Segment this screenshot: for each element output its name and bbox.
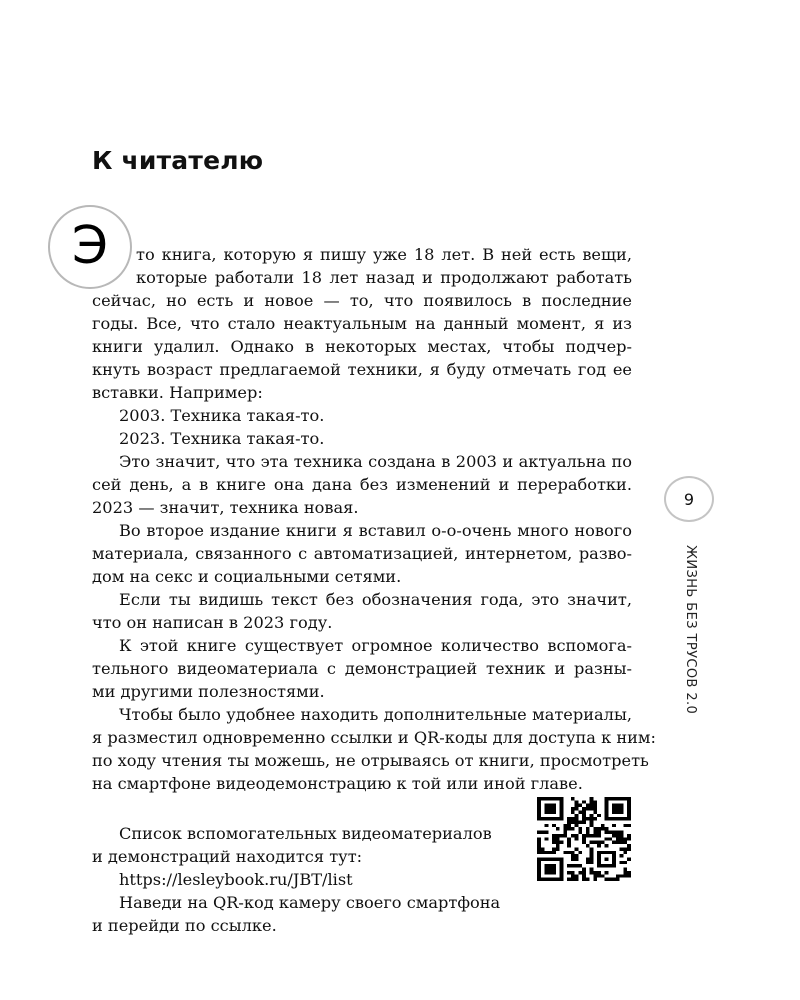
text-line: ми другими полезностями. — [92, 682, 325, 701]
video-list-link[interactable]: https://lesleybook.ru/JBT/list — [119, 870, 353, 889]
text-line: 2023 — значит, техника новая. — [92, 498, 359, 517]
text-line: по ходу чтения ты можешь, не отрываясь от книги, просмотреть — [92, 751, 649, 770]
text-line: на смартфоне видеодемонстрацию к той или иной главе. — [92, 774, 583, 793]
text-line: 2003. Техника такая-то. — [119, 406, 325, 425]
note-line: и демонстраций находится тут: — [92, 847, 363, 866]
note-line: Список вспомогательных видеоматериалов — [119, 824, 492, 843]
text-line: Чтобы было удобнее находить дополнительные материалы, — [119, 705, 632, 724]
text-line: я разместил одновременно ссылки и QR-коды для доступа к ним: — [92, 728, 656, 747]
text-line: книги удалил. Однако в некоторых местах, чтобы подчер- — [92, 337, 632, 356]
text-line: Во второе издание книги я вставил о-о-очень много нового — [119, 521, 632, 540]
text-line: годы. Все, что стало неактуальным на данный момент, я из — [92, 314, 632, 333]
text-line: вставки. Например: — [92, 383, 263, 402]
page-number: 9 — [664, 476, 714, 522]
qr-code[interactable] — [537, 797, 631, 881]
note-line: и перейди по ссылке. — [92, 916, 277, 935]
text-line: кнуть возраст предлагаемой техники, я буду отмечать год ее — [92, 360, 632, 379]
text-line: Это значит, что эта техника создана в 2003 и актуальна по — [119, 452, 632, 471]
text-line: то книга, которую я пишу уже 18 лет. В ней есть вещи, — [136, 245, 632, 264]
text-line: тельного видеоматериала с демонстрацией техник и разны- — [92, 659, 632, 678]
drop-cap-letter: Э — [71, 216, 109, 276]
text-line: К этой книге существует огромное количество вспомога- — [119, 636, 632, 655]
text-line: Если ты видишь текст без обозначения года, это значит, — [119, 590, 632, 609]
chapter-title: К читателю — [92, 146, 264, 175]
text-line: материала, связанного с автоматизацией, интернетом, разво- — [92, 544, 632, 563]
text-line: дом на секс и социальными сетями. — [92, 567, 402, 586]
running-title: ЖИЗНЬ БЕЗ ТРУСОВ 2.0 — [683, 545, 698, 715]
text-line: которые работали 18 лет назад и продолжают работать — [136, 268, 632, 287]
text-line: сей день, а в книге она дана без изменений и переработки. — [92, 475, 632, 494]
note-line: Наведи на QR-код камеру своего смартфона — [119, 893, 501, 912]
text-line: что он написан в 2023 году. — [92, 613, 333, 632]
text-line: 2023. Техника такая-то. — [119, 429, 325, 448]
text-line: сейчас, но есть и новое — то, что появилось в последние — [92, 291, 632, 310]
